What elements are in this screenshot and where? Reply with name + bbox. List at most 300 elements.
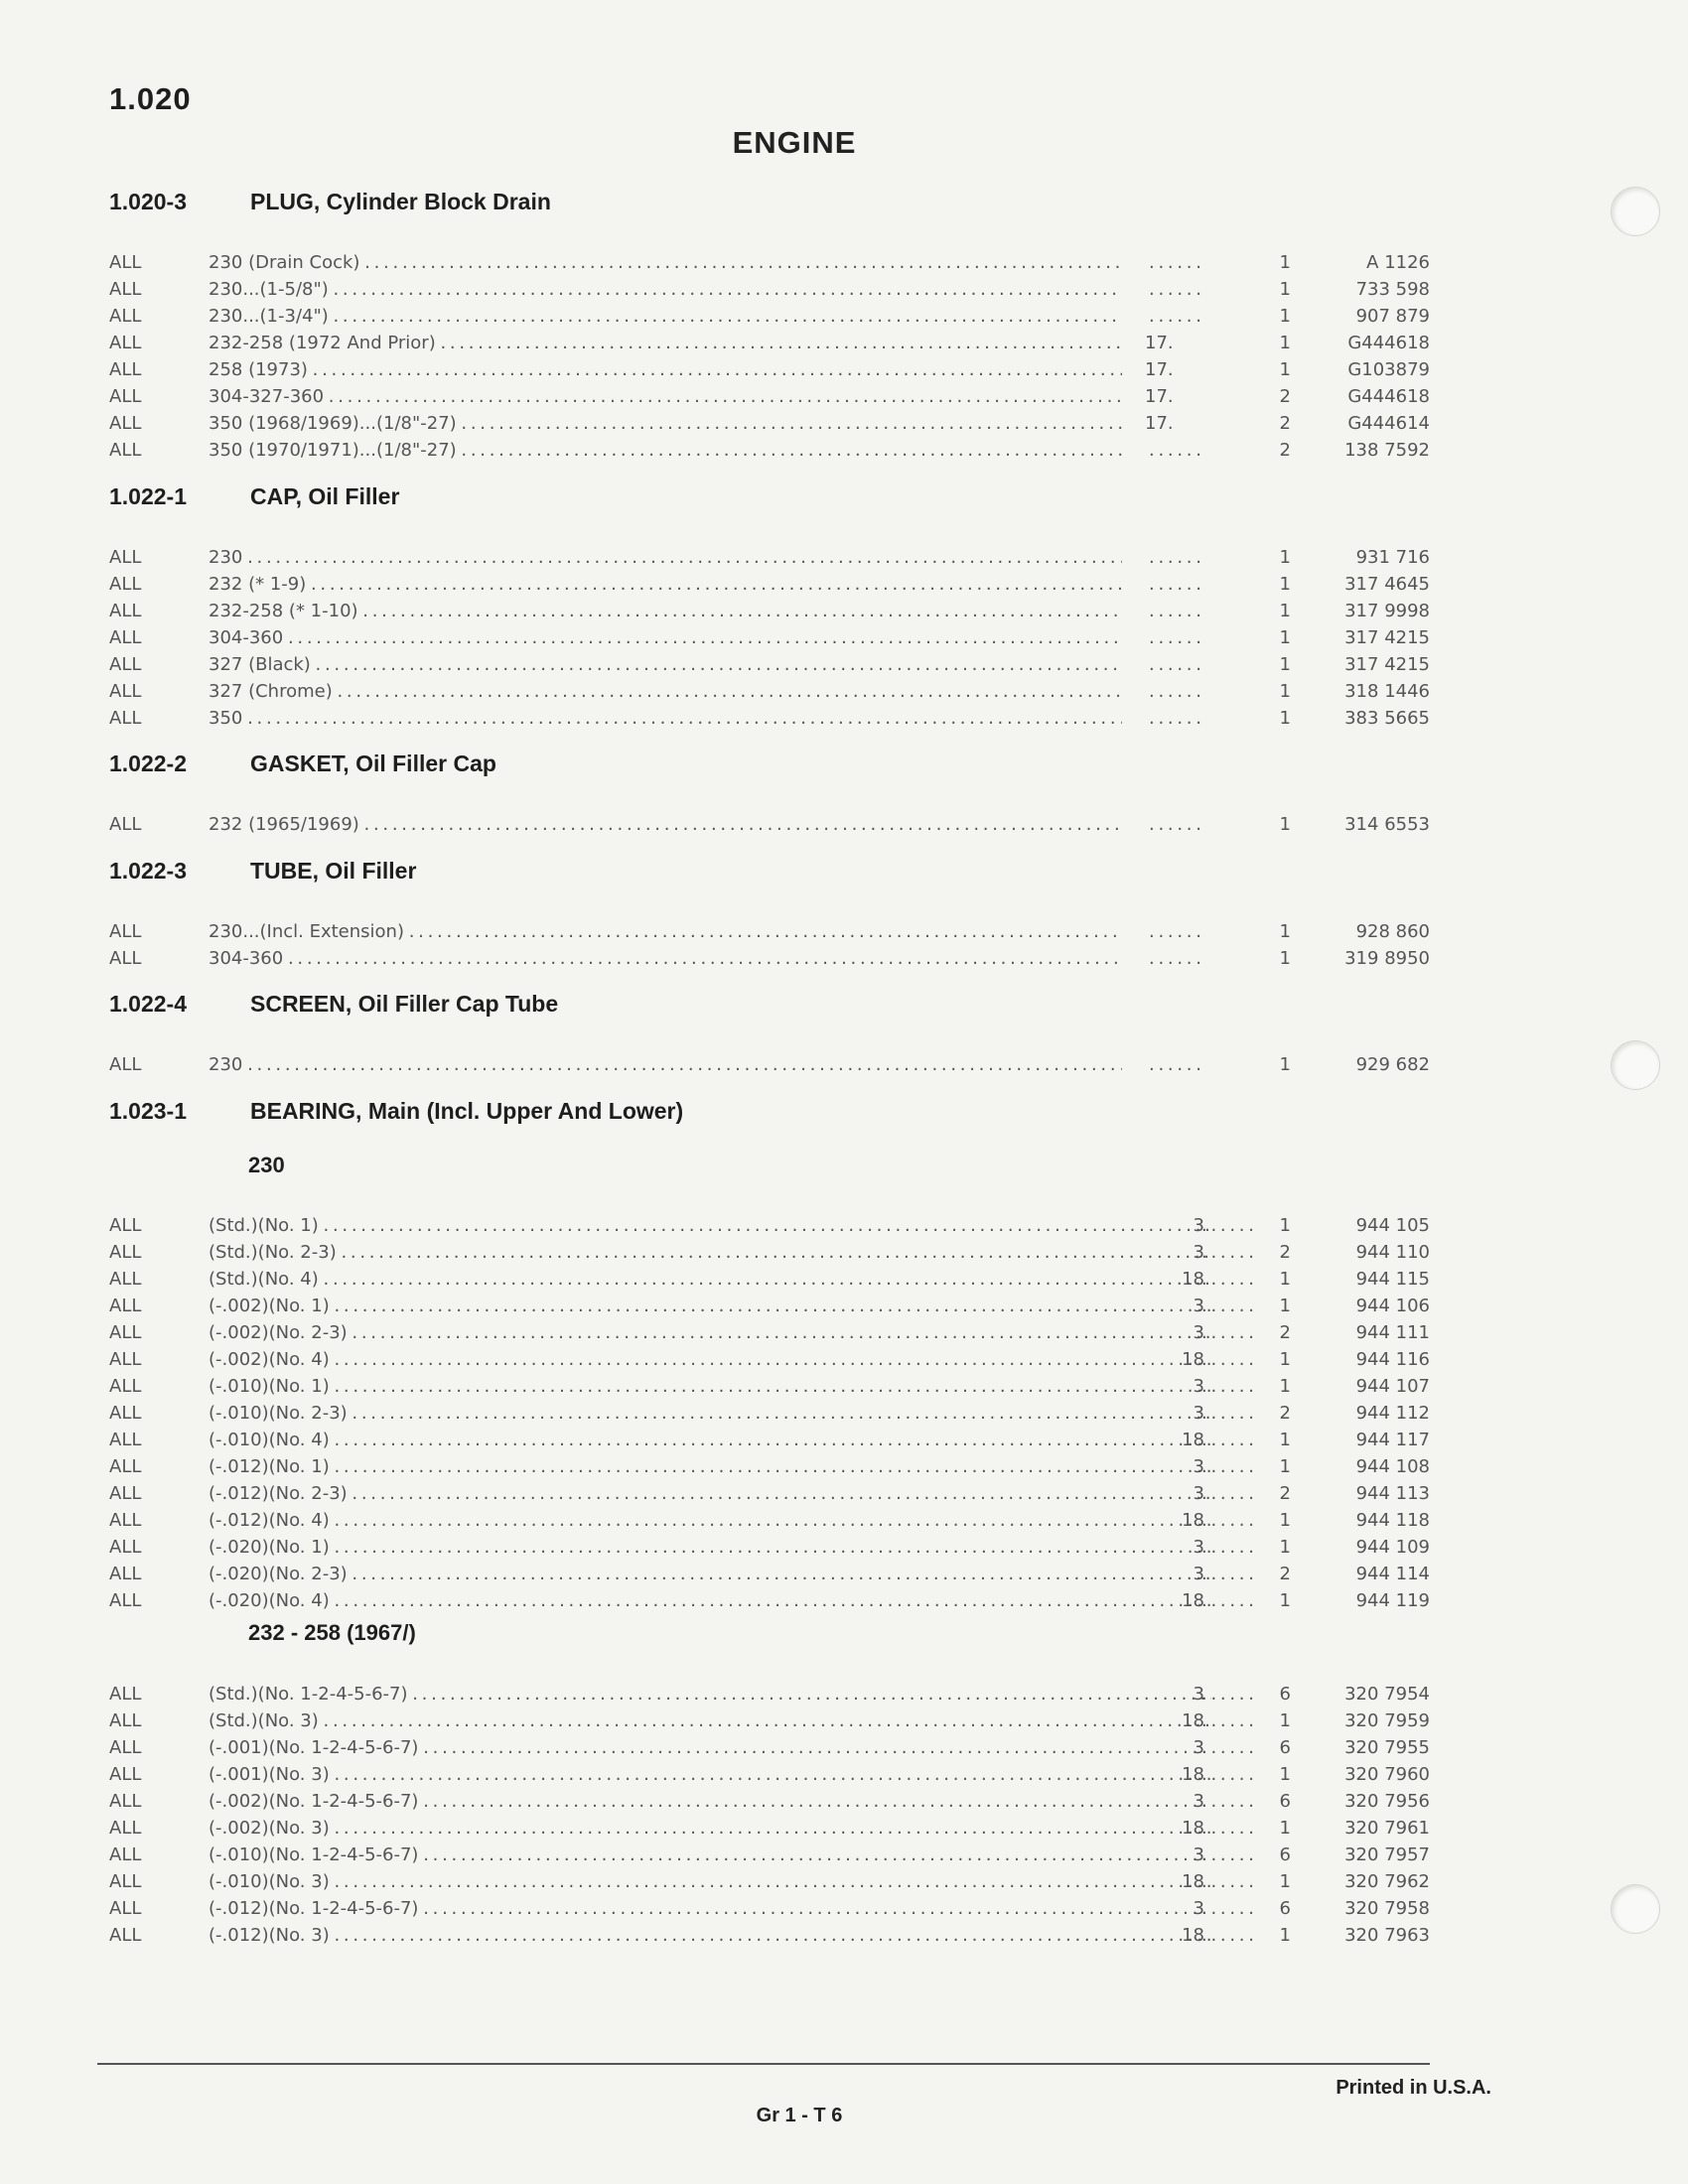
quantity: 1	[1279, 1456, 1291, 1477]
quantity: 1	[1279, 279, 1291, 300]
parts-row	[109, 1842, 1430, 1868]
description: 350 (1970/1971)...(1/8"-27) . . .	[209, 437, 1122, 464]
quantity: 6	[1279, 1737, 1291, 1758]
parts-row	[109, 1815, 1430, 1842]
leader-dots	[1201, 1922, 1253, 1949]
part-number: 944 118	[1355, 1510, 1430, 1531]
part-number: 931 716	[1355, 547, 1430, 568]
leader-dots	[1201, 1293, 1253, 1319]
quantity: 1	[1279, 1269, 1291, 1290]
leader-dots	[1201, 1561, 1253, 1587]
group-reference: 18	[1182, 1871, 1204, 1892]
applicability: ALL	[109, 279, 142, 300]
quantity: 1	[1279, 627, 1291, 648]
section-code: 1.020-3	[109, 189, 188, 214]
applicability: ALL	[109, 948, 142, 969]
parts-list	[109, 1681, 1430, 1949]
description: (-.012)(No. 2-3) . . .	[209, 1480, 1211, 1507]
description: (-.020)(No. 1) . . .	[209, 1534, 1211, 1561]
description: (Std.)(No. 2-3) . . .	[209, 1239, 1211, 1266]
leader-dots	[1201, 1761, 1253, 1788]
applicability: ALL	[109, 627, 142, 648]
applicability: ALL	[109, 1215, 142, 1236]
parts-row	[109, 544, 1430, 571]
part-number: 320 7962	[1344, 1871, 1430, 1892]
parts-row	[109, 1761, 1430, 1788]
section-heading	[109, 991, 558, 1018]
group-reference: 18	[1182, 1510, 1204, 1531]
parts-row	[109, 1788, 1430, 1815]
part-number: 320 7963	[1344, 1925, 1430, 1946]
section-heading	[109, 858, 416, 885]
parts-row	[109, 330, 1430, 356]
parts-row	[109, 1319, 1430, 1346]
part-number: 317 4215	[1344, 627, 1430, 648]
applicability: ALL	[109, 1296, 142, 1316]
part-number: 944 107	[1355, 1376, 1430, 1397]
leader-dots	[1149, 651, 1200, 678]
group-reference: 3	[1193, 1537, 1204, 1558]
part-number: 317 4215	[1344, 654, 1430, 675]
parts-row	[109, 356, 1430, 383]
description: 232 (1965/1969) . . .	[209, 811, 1122, 838]
description: 327 (Chrome) . . .	[209, 678, 1122, 705]
part-number: 320 7958	[1344, 1898, 1430, 1919]
group-reference: 18	[1182, 1590, 1204, 1611]
binder-hole	[1611, 1040, 1660, 1090]
parts-row	[109, 1373, 1430, 1400]
quantity: 1	[1279, 1764, 1291, 1785]
applicability: ALL	[109, 1510, 142, 1531]
leader-dots	[1149, 544, 1200, 571]
description: 304-327-360 . . .	[209, 383, 1122, 410]
quantity: 1	[1279, 1925, 1291, 1946]
applicability: ALL	[109, 1430, 142, 1450]
quantity: 2	[1279, 1403, 1291, 1424]
description: (-.020)(No. 4) . . .	[209, 1587, 1211, 1614]
description: 304-360 . . .	[209, 945, 1122, 972]
applicability: ALL	[109, 574, 142, 595]
parts-row	[109, 1587, 1430, 1614]
binder-hole	[1611, 187, 1660, 236]
part-number: 944 108	[1355, 1456, 1430, 1477]
leader-dots	[1149, 276, 1200, 303]
parts-row	[109, 1346, 1430, 1373]
applicability: ALL	[109, 1764, 142, 1785]
part-number: 944 111	[1355, 1322, 1430, 1343]
description: 258 (1973) . . .	[209, 356, 1122, 383]
part-number: 320 7959	[1344, 1710, 1430, 1731]
sub-heading: 230	[248, 1153, 285, 1177]
part-number: 320 7956	[1344, 1791, 1430, 1812]
part-number: A 1126	[1366, 252, 1430, 273]
leader-dots	[1201, 1427, 1253, 1453]
section-title: BEARING, Main (Incl. Upper And Lower)	[250, 1098, 684, 1124]
parts-row	[109, 410, 1430, 437]
description: (-.001)(No. 1-2-4-5-6-7) . . .	[209, 1734, 1211, 1761]
leader-dots	[1201, 1868, 1253, 1895]
group-reference: 3	[1193, 1898, 1204, 1919]
part-number: 138 7592	[1344, 440, 1430, 461]
applicability: ALL	[109, 1376, 142, 1397]
parts-row	[109, 1507, 1430, 1534]
quantity: 1	[1279, 1296, 1291, 1316]
part-number: G103879	[1347, 359, 1430, 380]
applicability: ALL	[109, 1818, 142, 1839]
leader-dots	[1149, 624, 1200, 651]
applicability: ALL	[109, 333, 142, 353]
quantity: 6	[1279, 1898, 1291, 1919]
section-title: SCREEN, Oil Filler Cap Tube	[250, 991, 559, 1017]
parts-row	[109, 1453, 1430, 1480]
leader-dots	[1201, 1266, 1253, 1293]
applicability: ALL	[109, 654, 142, 675]
quantity: 1	[1279, 1871, 1291, 1892]
leader-dots	[1201, 1480, 1253, 1507]
quantity: 1	[1279, 574, 1291, 595]
quantity: 1	[1279, 708, 1291, 729]
leader-dots	[1149, 918, 1200, 945]
part-number: 944 115	[1355, 1269, 1430, 1290]
part-number: 733 598	[1355, 279, 1430, 300]
leader-dots	[1201, 1788, 1253, 1815]
parts-list	[109, 918, 1430, 972]
section-title: PLUG, Cylinder Block Drain	[250, 189, 551, 214]
quantity: 1	[1279, 306, 1291, 327]
description: 230 . . .	[209, 544, 1122, 571]
quantity: 1	[1279, 1430, 1291, 1450]
group-reference: 3	[1193, 1791, 1204, 1812]
parts-row	[109, 1734, 1430, 1761]
applicability: ALL	[109, 1242, 142, 1263]
description: 230 (Drain Cock) . . .	[209, 249, 1122, 276]
parts-list	[109, 1051, 1430, 1078]
leader-dots	[1201, 1239, 1253, 1266]
leader-dots	[1201, 1212, 1253, 1239]
parts-row	[109, 1293, 1430, 1319]
group-reference: 3	[1193, 1456, 1204, 1477]
parts-row	[109, 1400, 1430, 1427]
group-reference: 18	[1182, 1764, 1204, 1785]
description: (-.012)(No. 3) . . .	[209, 1922, 1211, 1949]
part-number: 929 682	[1355, 1054, 1430, 1075]
leader-dots	[1201, 1842, 1253, 1868]
group-reference: 3	[1193, 1737, 1204, 1758]
description: 350 (1968/1969)...(1/8"-27) . . .	[209, 410, 1122, 437]
footer-rule	[97, 2063, 1430, 2065]
parts-row	[109, 276, 1430, 303]
part-number: G444614	[1347, 413, 1430, 434]
parts-row	[109, 1922, 1430, 1949]
part-number: G444618	[1347, 333, 1430, 353]
leader-dots	[1201, 1707, 1253, 1734]
leader-dots	[1149, 705, 1200, 732]
applicability: ALL	[109, 413, 142, 434]
part-number: 944 116	[1355, 1349, 1430, 1370]
description: (-.020)(No. 2-3) . . .	[209, 1561, 1211, 1587]
quantity: 1	[1279, 1590, 1291, 1611]
parts-row	[109, 1534, 1430, 1561]
quantity: 2	[1279, 1483, 1291, 1504]
section-title: CAP, Oil Filler	[250, 483, 400, 509]
sub-heading: 232 - 258 (1967/)	[248, 1620, 416, 1645]
parts-list	[109, 544, 1430, 732]
part-number: 319 8950	[1344, 948, 1430, 969]
applicability: ALL	[109, 1898, 142, 1919]
applicability: ALL	[109, 1590, 142, 1611]
description: (Std.)(No. 1-2-4-5-6-7) . . .	[209, 1681, 1211, 1707]
quantity: 1	[1279, 681, 1291, 702]
applicability: ALL	[109, 1710, 142, 1731]
group-reference: 3	[1193, 1296, 1204, 1316]
quantity: 2	[1279, 1564, 1291, 1584]
applicability: ALL	[109, 1456, 142, 1477]
description: (-.010)(No. 3) . . .	[209, 1868, 1211, 1895]
quantity: 1	[1279, 359, 1291, 380]
group-reference: 3	[1193, 1684, 1204, 1705]
leader-dots	[1149, 945, 1200, 972]
part-number: 944 105	[1355, 1215, 1430, 1236]
section-code: 1.022-2	[109, 751, 188, 776]
quantity: 1	[1279, 333, 1291, 353]
description: 350 . . .	[209, 705, 1122, 732]
group-reference: 18	[1182, 1349, 1204, 1370]
description: 230 . . .	[209, 1051, 1122, 1078]
parts-row	[109, 945, 1430, 972]
parts-row	[109, 918, 1430, 945]
parts-row	[109, 303, 1430, 330]
parts-row	[109, 598, 1430, 624]
quantity: 1	[1279, 921, 1291, 942]
applicability: ALL	[109, 1269, 142, 1290]
description: (-.012)(No. 1-2-4-5-6-7) . . .	[209, 1895, 1211, 1922]
part-number: 944 119	[1355, 1590, 1430, 1611]
parts-row	[109, 705, 1430, 732]
part-number: 383 5665	[1344, 708, 1430, 729]
applicability: ALL	[109, 1564, 142, 1584]
section-heading	[109, 189, 551, 215]
description: (-.012)(No. 1) . . .	[209, 1453, 1211, 1480]
description: (-.010)(No. 1) . . .	[209, 1373, 1211, 1400]
parts-row	[109, 1681, 1430, 1707]
description: 230...(Incl. Extension) . . .	[209, 918, 1122, 945]
applicability: ALL	[109, 1791, 142, 1812]
parts-row	[109, 1266, 1430, 1293]
section-reference: 17.	[1145, 413, 1174, 434]
part-number: 320 7961	[1344, 1818, 1430, 1839]
part-number: 320 7957	[1344, 1844, 1430, 1865]
section-title: GASKET, Oil Filler Cap	[250, 751, 496, 776]
applicability: ALL	[109, 547, 142, 568]
description: (Std.)(No. 1) . . .	[209, 1212, 1211, 1239]
part-number: 320 7955	[1344, 1737, 1430, 1758]
section-code: 1.022-4	[109, 991, 188, 1017]
section-heading	[109, 751, 496, 777]
description: (Std.)(No. 3) . . .	[209, 1707, 1211, 1734]
quantity: 1	[1279, 948, 1291, 969]
section-code: 1.022-1	[109, 483, 188, 509]
quantity: 6	[1279, 1844, 1291, 1865]
quantity: 1	[1279, 547, 1291, 568]
section-heading	[109, 483, 399, 510]
section-code: 1.023-1	[109, 1098, 188, 1124]
applicability: ALL	[109, 1684, 142, 1705]
leader-dots	[1149, 678, 1200, 705]
parts-row	[109, 1239, 1430, 1266]
parts-list	[109, 811, 1430, 838]
part-number: 320 7954	[1344, 1684, 1430, 1705]
applicability: ALL	[109, 921, 142, 942]
description: (-.002)(No. 4) . . .	[209, 1346, 1211, 1373]
parts-row	[109, 1707, 1430, 1734]
parts-row	[109, 1561, 1430, 1587]
applicability: ALL	[109, 1537, 142, 1558]
applicability: ALL	[109, 1322, 142, 1343]
applicability: ALL	[109, 1925, 142, 1946]
leader-dots	[1149, 598, 1200, 624]
leader-dots	[1149, 1051, 1200, 1078]
printed-in-usa: Printed in U.S.A.	[1336, 2077, 1491, 2099]
leader-dots	[1201, 1346, 1253, 1373]
leader-dots	[1201, 1815, 1253, 1842]
leader-dots	[1149, 811, 1200, 838]
description: (-.001)(No. 3) . . .	[209, 1761, 1211, 1788]
part-number: 944 114	[1355, 1564, 1430, 1584]
group-reference: 3	[1193, 1242, 1204, 1263]
leader-dots	[1201, 1319, 1253, 1346]
part-number: 907 879	[1355, 306, 1430, 327]
group-reference: 18	[1182, 1269, 1204, 1290]
quantity: 1	[1279, 1349, 1291, 1370]
quantity: 1	[1279, 814, 1291, 835]
section-title: TUBE, Oil Filler	[250, 858, 417, 884]
part-number: 317 4645	[1344, 574, 1430, 595]
binder-hole	[1611, 1884, 1660, 1934]
description: 230...(1-3/4") . . .	[209, 303, 1122, 330]
leader-dots	[1201, 1507, 1253, 1534]
leader-dots	[1201, 1895, 1253, 1922]
leader-dots	[1201, 1734, 1253, 1761]
leader-dots	[1149, 249, 1200, 276]
applicability: ALL	[109, 386, 142, 407]
leader-dots	[1149, 303, 1200, 330]
description: 304-360 . . .	[209, 624, 1122, 651]
part-number: 944 112	[1355, 1403, 1430, 1424]
applicability: ALL	[109, 252, 142, 273]
parts-row	[109, 624, 1430, 651]
parts-row	[109, 1427, 1430, 1453]
description: (Std.)(No. 4) . . .	[209, 1266, 1211, 1293]
section-heading	[109, 1098, 683, 1125]
applicability: ALL	[109, 1844, 142, 1865]
quantity: 1	[1279, 654, 1291, 675]
part-number: 320 7960	[1344, 1764, 1430, 1785]
group-reference: 3	[1193, 1215, 1204, 1236]
quantity: 1	[1279, 1710, 1291, 1731]
part-number: 944 117	[1355, 1430, 1430, 1450]
group-reference: 3	[1193, 1844, 1204, 1865]
applicability: ALL	[109, 1737, 142, 1758]
description: (-.010)(No. 4) . . .	[209, 1427, 1211, 1453]
applicability: ALL	[109, 1483, 142, 1504]
applicability: ALL	[109, 440, 142, 461]
parts-row	[109, 1480, 1430, 1507]
applicability: ALL	[109, 1871, 142, 1892]
part-number: 944 109	[1355, 1537, 1430, 1558]
description: (-.010)(No. 1-2-4-5-6-7) . . .	[209, 1842, 1211, 1868]
quantity: 1	[1279, 601, 1291, 621]
quantity: 2	[1279, 1242, 1291, 1263]
parts-row	[109, 571, 1430, 598]
page-title: ENGINE	[732, 125, 857, 160]
description: (-.002)(No. 1-2-4-5-6-7) . . .	[209, 1788, 1211, 1815]
quantity: 2	[1279, 440, 1291, 461]
applicability: ALL	[109, 814, 142, 835]
part-number: G444618	[1347, 386, 1430, 407]
part-number: 944 110	[1355, 1242, 1430, 1263]
description: (-.002)(No. 3) . . .	[209, 1815, 1211, 1842]
parts-row	[109, 1051, 1430, 1078]
applicability: ALL	[109, 306, 142, 327]
leader-dots	[1201, 1534, 1253, 1561]
part-number: 317 9998	[1344, 601, 1430, 621]
section-reference: 17.	[1145, 386, 1174, 407]
part-number: 318 1446	[1344, 681, 1430, 702]
group-reference: 18	[1182, 1430, 1204, 1450]
parts-row	[109, 249, 1430, 276]
applicability: ALL	[109, 1054, 142, 1075]
parts-row	[109, 651, 1430, 678]
quantity: 1	[1279, 1510, 1291, 1531]
quantity: 2	[1279, 1322, 1291, 1343]
quantity: 6	[1279, 1791, 1291, 1812]
description: (-.002)(No. 2-3) . . .	[209, 1319, 1211, 1346]
parts-row	[109, 383, 1430, 410]
quantity: 2	[1279, 386, 1291, 407]
quantity: 6	[1279, 1684, 1291, 1705]
group-reference: 3	[1193, 1322, 1204, 1343]
description: 232 (* 1-9) . . .	[209, 571, 1122, 598]
group-reference: 18	[1182, 1818, 1204, 1839]
parts-row	[109, 1895, 1430, 1922]
parts-row	[109, 678, 1430, 705]
applicability: ALL	[109, 1349, 142, 1370]
quantity: 1	[1279, 1054, 1291, 1075]
group-reference: 3	[1193, 1483, 1204, 1504]
group-reference: 3	[1193, 1403, 1204, 1424]
applicability: ALL	[109, 1403, 142, 1424]
parts-row	[109, 1868, 1430, 1895]
quantity: 1	[1279, 1215, 1291, 1236]
quantity: 1	[1279, 252, 1291, 273]
part-number: 944 113	[1355, 1483, 1430, 1504]
group-reference: 3	[1193, 1376, 1204, 1397]
description: 232-258 (* 1-10) . . .	[209, 598, 1122, 624]
quantity: 1	[1279, 1376, 1291, 1397]
section-reference: 17.	[1145, 333, 1174, 353]
description: (-.002)(No. 1) . . .	[209, 1293, 1211, 1319]
leader-dots	[1201, 1681, 1253, 1707]
section-reference: 17.	[1145, 359, 1174, 380]
description: 232-258 (1972 And Prior) . . .	[209, 330, 1122, 356]
quantity: 1	[1279, 1537, 1291, 1558]
applicability: ALL	[109, 601, 142, 621]
section-code: 1.022-3	[109, 858, 188, 884]
part-number: 314 6553	[1344, 814, 1430, 835]
part-number: 928 860	[1355, 921, 1430, 942]
parts-list	[109, 249, 1430, 464]
description: (-.010)(No. 2-3) . . .	[209, 1400, 1211, 1427]
